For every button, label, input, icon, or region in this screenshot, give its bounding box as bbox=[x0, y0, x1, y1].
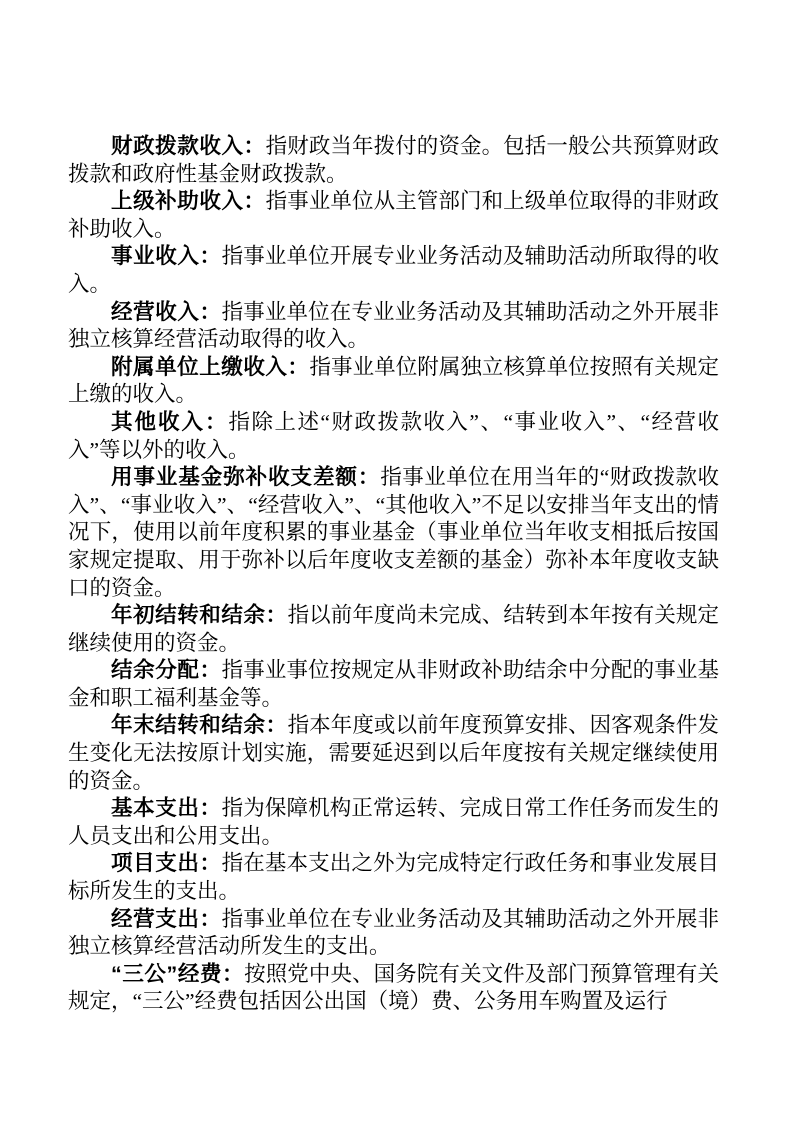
para-superior-subsidy-income bbox=[68, 188, 719, 243]
definition-other-income: 指除上述“财政拨款收入”、“事业收入”、“经营收入”等以外的收入。 bbox=[68, 409, 719, 462]
term-project-expenditure: 项目支出： bbox=[111, 851, 222, 876]
definition-fund-deficit-coverage: 指事业单位在用当年的“财政拨款收入”、“事业收入”、“经营收入”、“其他收入”不足以安排当年支出的情况下，使用以前年度积累的事业基金（事业单位当年收支相抵后按国家规定提取、用于弥补以后年度收支差额的基金）弥补本年度收支缺口的资金。 bbox=[68, 465, 719, 600]
para-beginning-year-carryover bbox=[68, 602, 719, 657]
definition-affiliated-unit-remittance-income: 指事业单位附属独立核算单位按照有关规定上缴的收入。 bbox=[68, 354, 719, 407]
definition-project-expenditure: 指在基本支出之外为完成特定行政任务和事业发展目标所发生的支出。 bbox=[68, 851, 719, 904]
definition-operating-expenditure: 指事业单位在专业业务活动及其辅助活动之外开展非独立核算经营活动所发生的支出。 bbox=[68, 906, 719, 959]
term-beginning-year-carryover: 年初结转和结余： bbox=[111, 603, 288, 628]
para-affiliated-unit-remittance-income bbox=[68, 354, 719, 409]
term-affiliated-unit-remittance-income: 附属单位上缴收入： bbox=[111, 354, 310, 379]
para-operating-expenditure bbox=[68, 906, 719, 961]
term-basic-expenditure: 基本支出： bbox=[111, 796, 222, 821]
para-three-public-funds bbox=[68, 961, 719, 1016]
para-other-income bbox=[68, 409, 719, 464]
term-year-end-carryover: 年末结转和结余： bbox=[111, 713, 288, 738]
para-basic-expenditure bbox=[68, 795, 719, 850]
definition-year-end-carryover: 指本年度或以前年度预算安排、因客观条件发生变化无法按原计划实施，需要延迟到以后年度按有关规定继续使用的资金。 bbox=[68, 713, 719, 793]
definition-fiscal-appropriation-income: 指财政当年拨付的资金。包括一般公共预算财政拨款和政府性基金财政拨款。 bbox=[68, 134, 719, 186]
term-three-public-funds: “三公”经费： bbox=[111, 961, 245, 986]
term-operating-income: 经营收入： bbox=[111, 299, 222, 324]
term-fund-deficit-coverage: 用事业基金弥补收支差额： bbox=[111, 465, 381, 490]
term-superior-subsidy-income: 上级补助收入： bbox=[111, 189, 266, 214]
definition-operating-income: 指事业单位在专业业务活动及其辅助活动之外开展非独立核算经营活动取得的收入。 bbox=[68, 299, 719, 352]
para-project-expenditure bbox=[68, 850, 719, 905]
term-operating-expenditure: 经营支出： bbox=[111, 906, 222, 931]
term-other-income: 其他收入： bbox=[111, 409, 229, 434]
para-fiscal-appropriation-income bbox=[68, 133, 719, 188]
para-institution-income bbox=[68, 243, 719, 298]
definition-basic-expenditure: 指为保障机构正常运转、完成日常工作任务而发生的人员支出和公用支出。 bbox=[68, 796, 719, 848]
definition-superior-subsidy-income: 指事业单位从主管部门和上级单位取得的非财政补助收入。 bbox=[68, 189, 719, 241]
term-surplus-distribution: 结余分配： bbox=[111, 658, 222, 683]
para-operating-income bbox=[68, 299, 719, 354]
definition-beginning-year-carryover: 指以前年度尚未完成、结转到本年按有关规定继续使用的资金。 bbox=[68, 603, 719, 655]
term-institution-income: 事业收入： bbox=[111, 244, 222, 269]
definition-institution-income: 指事业单位开展专业业务活动及辅助活动所取得的收入。 bbox=[68, 244, 719, 296]
para-fund-deficit-coverage bbox=[68, 464, 719, 602]
term-fiscal-appropriation-income: 财政拨款收入： bbox=[111, 134, 266, 158]
definition-surplus-distribution: 指事业事位按规定从非财政补助结余中分配的事业基金和职工福利基金等。 bbox=[68, 658, 719, 710]
definition-three-public-funds: 按照党中央、国务院有关文件及部门预算管理有关规定，“三公”经费包括因公出国（境）费、公务用车购置及运行 bbox=[68, 961, 719, 1014]
para-surplus-distribution bbox=[68, 657, 719, 712]
para-year-end-carryover bbox=[68, 712, 719, 795]
glossary-text-block bbox=[68, 133, 719, 1016]
